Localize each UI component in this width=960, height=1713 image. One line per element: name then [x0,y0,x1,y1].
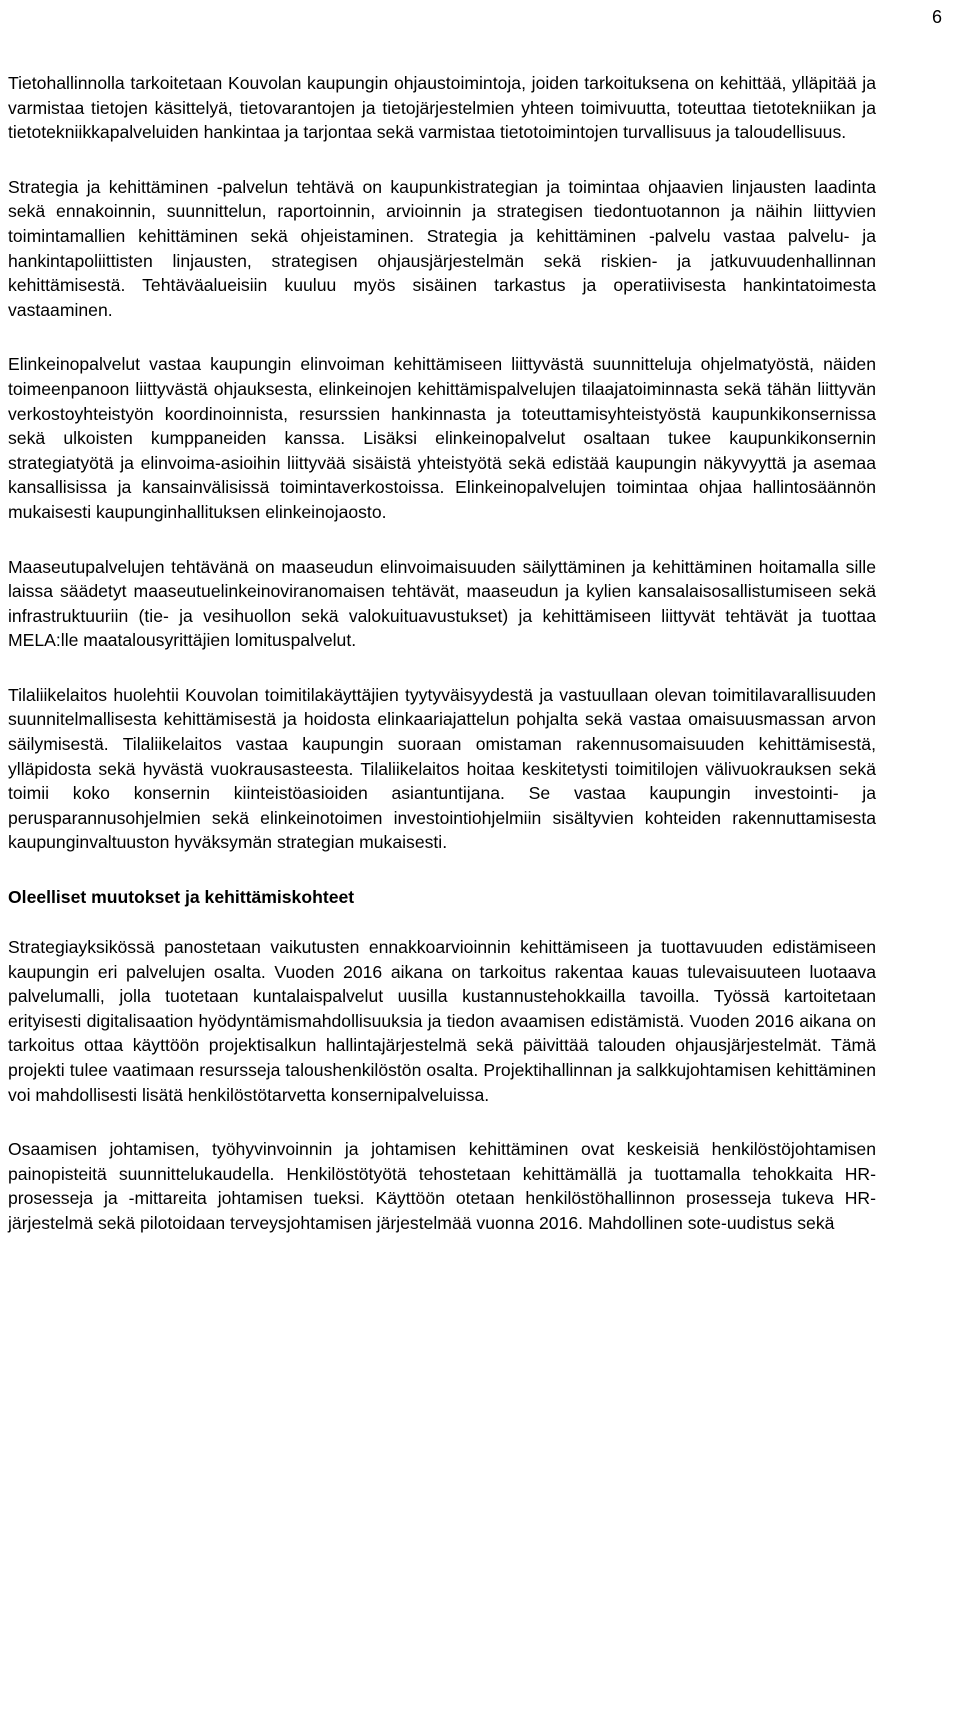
paragraph-elinkeinopalvelut: Elinkeinopalvelut vastaa kaupungin elinvoiman kehittämiseen liittyvästä suunnitteluja ohjelmatyöstä, näiden toimeenpanoon liittyvästä ohjauksesta, elinkeinojen kehittämispalvelujen tilaajatoiminnasta sekä tähän liittyvän verkostoyhteistyön koordinoinnista, resurssien hankinnasta ja toteuttamisyhteistyöstä kaupunkikonsernissa sekä ulkoisten kumppaneiden kanssa. Lisäksi elinkeinopalvelut osaltaan tukee kaupunkikonsernin strategiatyötä ja elinvoima-asioihin liittyvää sisäistä yhteistyötä sekä edistää kaupungin näkyvyyttä ja asemaa kansallisissa ja kansainvälisissä toimintaverkostoissa. Elinkeinopalvelujen toimintaa ohjaa hallintosäännön mukaisesti kaupunginhallituksen elinkeinojaosto. [8,354,876,522]
paragraph-strategia-ja-kehittaminen: Strategia ja kehittäminen -palvelun tehtävä on kaupunkistrategian ja toimintaa ohjaavien linjausten laadinta sekä ennakoinnin, suunnittelun, raportoinnin, arvioinnin ja strategisen tiedontuotannon ja näihin liittyvien toimintamallien kehittäminen sekä ohjeistaminen. Strategia ja kehittäminen -palvelu vastaa palvelu- ja hankintapoliittisten linjausten, strategisen ohjausjärjestelmän sekä riskien- ja jatkuvuudenhallinnan kehittämisestä. Tehtäväalueisiin kuuluu myös sisäinen tarkastus ja operatiivisesta hankintatoimesta vastaaminen. [8,176,876,320]
paragraph-tilaliikelaitos: Tilaliikelaitos huolehtii Kouvolan toimitilakäyttäjien tyytyväisyydestä ja vastuullaan olevan toimitilavarallisuuden suunnitelmallisesta kehittämisestä ja hoidosta elinkaariajattelun pohjalta sekä vastaa omaisuusmassan arvon säilymisestä. Tilaliikelaitos vastaa kaupungin suoraan omistaman rakennusomaisuuden kehittämisestä, ylläpidosta sekä hyvästä vuokrausasteesta. Tilaliikelaitos hoitaa keskitetysti toimitilojen välivuokrauksen sekä toimii koko konsernin kiinteistöasioiden asiantuntijana. Se vastaa kaupungin investointi- ja perusparannusohjelmien sekä elinkeinotoimen investointiohjelmiin sisältyvien kohteiden rakennuttamisesta kaupunginvaltuuston hyväksymän strategian mukaisesti. [8,684,876,853]
document-body [8,71,876,1266]
paragraph-tietohallinto: Tietohallinnolla tarkoitetaan Kouvolan kaupungin ohjaustoimintoja, joiden tarkoituksena on kehittää, ylläpitää ja varmistaa tietojen käsittelyä, tietovarantojen ja tietojärjestelmien yhteen toimivuutta, toteuttaa tietotekniikan ja tietotekniikkapalveluiden hankintaa ja tarjontaa sekä varmistaa tietotoimintojen turvallisuus ja taloudellisuus. [8,73,876,143]
section-heading: Oleelliset muutokset ja kehittämiskohteet [8,887,355,908]
paragraph-strategiayksikko: Strategiayksikössä panostetaan vaikutusten ennakkoarvioinnin kehittämiseen ja tuottavuuden edistämiseen kaupungin eri palvelujen osalta. Vuoden 2016 aikana on tarkoitus rakentaa kauas tulevaisuuteen luotaava palvelumalli, jolla tuotetaan kuntalaispalvelut uusilla kustannustehokkailla tavoilla. Työssä kartoitetaan erityisesti digitalisaation hyödyntämismahdollisuuksia ja tiedon avaamisen edistämistä. Vuoden 2016 aikana on tarkoitus ottaa käyttöön projektisalkun hallintajärjestelmä sekä päivittää talouden ohjausjärjestelmät. Tämä projekti tulee vaatimaan resursseja taloushenkilöstön osalta. Projektihallinnan ja salkkujohtamisen kehittäminen voi mahdollisesti lisätä henkilöstötarvetta konsernipalveluissa. [8,937,876,1105]
page-number: 6 [931,7,942,27]
paragraph-maaseutupalvelut: Maaseutupalvelujen tehtävänä on maaseudun elinvoimaisuuden säilyttäminen ja kehittäminen hoitamalla sille laissa säädetyt maaseutuelinkeinoviranomaisen tehtävät, maaseudun ja kylien kansalaisosallistumiseen sekä infrastruktuuriin (tie- ja vesihuollon sekä valokuituavustukset) ja kehittämiseen liittyvät tehtävät ja tuottaa MELA:lle maatalousyrittäjien lomituspalvelut. [8,556,876,651]
paragraph-osaamisen-johtaminen: Osaamisen johtamisen, työhyvinvoinnin ja johtamisen kehittäminen ovat keskeisiä henkilöstöjohtamisen painopisteitä suunnittelukaudella. Henkilöstötyötä tehostetaan kehittämällä ja tuottamalla tehokkaita HR-prosesseja ja -mittareita johtamisen tueksi. Käyttöön otetaan henkilöstöhallinnon prosesseja tukeva HR-järjestelmä sekä pilotoidaan terveysjohtamisen järjestelmää vuonna 2016. Mahdollinen sote-uudistus sekä [8,1139,876,1233]
